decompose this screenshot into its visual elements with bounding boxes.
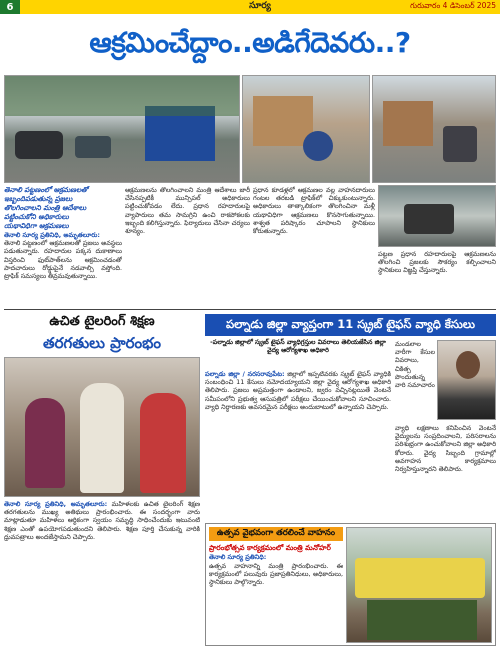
health-text: జిల్లాలో ఇప్పటివరకు స్క్రబ్ టైఫస్ వ్యాధికి సంబంధించి 11 కేసులు నమోదయ్యాయని జిల్లా వైద్య ఆరోగ్యశాఖ అధికారి తెలిపారు. ప్రజలు అప్రమత్తంగా ఉండాలని, జ్వరం వచ్చినట్లయితే వెంటనే సమీపంలోని ప్రభుత్వ ఆసుపత్రిలో పరీక్షలు చేయించుకోవాలని సూచించారు. వ్యాధి నిర్ధారణకు అవసరమైన పరీక్షలు అందుబాటులో ఉన్నాయని చెప్పారు. (205, 370, 391, 411)
health-headline: పల్నాడు జిల్లా వ్యాప్తంగా 11 స్క్రబ్ టైఫస్ వ్యాధి కేసులు (205, 314, 496, 336)
training-body (4, 500, 200, 646)
health-side-text: మండలాల వారీగా కేసుల వివరాలు, చికిత్స పొందుతున్న వారి సమాచారం (395, 340, 435, 390)
training-photo (4, 357, 200, 497)
main-headline (0, 18, 500, 74)
official-portrait (437, 340, 496, 420)
health-lower-text: వ్యాధి లక్షణాలు కనిపించిన వెంటనే వైద్యులను సంప్రదించాలని, పరిసరాలను పరిశుభ్రంగా ఉంచుకోవాలని జిల్లా అధికారి కోరారు. వైద్య సిబ్బంది గ్రామాల్లో అవగాహన కార్యక్రమాలు నిర్వహిస్తున్నారని తెలిపారు. (395, 424, 496, 474)
kicker-line-1: తెనాలి పట్టణంలో ఆక్రమణలతో (4, 186, 88, 194)
health-body (205, 370, 391, 520)
section-divider (4, 309, 496, 310)
dateline: గురువారం 4 డిసెంబర్ 2025 (410, 1, 496, 10)
health-subhead: -పల్నాడు జిల్లాలో స్క్రబ్ టైఫస్ వ్యాధిగ్రస్తుల వివరాలు తెలియజేసిన జిల్లా వైద్య ఆరోగ్యశాఖ అధికారి (210, 339, 386, 354)
training-byline: తెనాలి సూర్య ప్రతినిధి, అమృతలూరు: (4, 500, 108, 508)
main-body-1: తెనాలి పట్టణంలో ఆక్రమణలతో ప్రజలు అవస్థలు పడుతున్నారు. రహదారుల పక్కన దుకాణాలు విస్తరించి ఫుట్‌పాత్‌లను ఆక్రమించడంతో పాదచారులు రోడ్డుపైనే నడవాల్సి వస్తోంది. ట్రాఫిక్ సమస్యలు తీవ్రమవుతున్నాయి. (4, 239, 122, 281)
main-story-col-1 (4, 186, 122, 306)
street-photo-2 (242, 75, 370, 183)
page-header-bar (0, 0, 500, 14)
festival-byline: తెనాలి సూర్య ప్రతినిధి: (209, 553, 267, 561)
health-byline: పల్నాడు జిల్లా / నరసరావుపేట: (205, 370, 285, 378)
street-photo-4 (378, 185, 496, 247)
masthead: సూర్య (249, 1, 271, 11)
training-text: మహిళలకు ఉచిత టైలరింగ్ శిక్షణ తరగతులను ముఖ్య అతిథులు ప్రారంభించారు. ఈ సందర్భంగా వారు మాట్లాడుతూ మహిళలు ఆర్థికంగా స్వయం సమృద్ధి సాధించేందుకు ఇటువంటి శిక్షణ ఎంతో ఉపయోగపడుతుందని తెలిపారు. శిక్షణ పూర్తి చేసుకున్న వారికి ధ్రువపత్రాలు అందజేస్తామని చెప్పారు. (4, 500, 200, 541)
festival-headline: ఉత్సవ వైభవంగా తరలించే వాహనం (209, 527, 343, 541)
street-photo-3 (372, 75, 496, 183)
main-byline: తెనాలి సూర్య ప్రతినిధి, అమృతలూరు: (4, 231, 100, 239)
kicker-line-2: ఇబ్బందిపడుతున్న ప్రజలు (4, 195, 73, 203)
festival-photo (346, 527, 492, 643)
main-headline-text: ఆక్రమించేద్దాం..అడిగేదెవరు..? (89, 26, 411, 59)
festival-body: ఉత్సవ వాహనాన్ని మంత్రి ప్రారంభించారు. ఈ కార్యక్రమంలో పలువురు ప్రజాప్రతినిధులు, అధికారులు, స్థానికులు పాల్గొన్నారు. (209, 562, 343, 587)
kicker-line-4: పట్టించుకోని అధికారులు (4, 213, 69, 221)
street-photo-1 (4, 75, 240, 183)
kicker-line-5: యథావిధిగా ఆక్రమణలు (4, 222, 69, 230)
main-story-col-3: ప్రధాన కూడళ్లలో ఆక్రమణల వల్ల వాహనదారులు గంటల తరబడి ట్రాఫిక్‌లో చిక్కుకుంటున్నారు. అధికారులు తాత్కాలికంగా తొలగించినా మళ్లీ యథావిధిగా ఆక్రమణలు కొనసాగుతున్నాయి. శాశ్వత పరిష్కారం చూపాలని స్థానికులు కోరుతున్నారు. (253, 186, 375, 236)
kicker-line-3: తొలగించాలని మంత్రి ఆదేశాలు (4, 204, 87, 212)
festival-subhead: ప్రారంభోత్సవ కార్యక్రమంలో మంత్రి మనోహర్ (209, 543, 331, 552)
main-story-col-4: పట్టణ ప్రధాన రహదారులపై ఆక్రమణలను తొలగించి ప్రజలకు సౌకర్యం కల్పించాలని స్థానికులు విజ్ఞప్తి చేస్తున్నారు. (378, 250, 496, 275)
training-headline-line-2: తరగతులు ప్రారంభం (42, 334, 162, 352)
training-headline-line-1: ఉచిత టైలరింగ్ శిక్షణ (49, 314, 155, 329)
main-story-col-2: ఆక్రమణలను తొలగించాలని మంత్రి ఆదేశాలు జారీ చేసినప్పటికీ మున్సిపల్ అధికారులు పట్టించుకోవడం లేదు. ప్రధాన రహదారులపై వ్యాపారులు తమ సామగ్రిని ఉంచి రాకపోకలకు ఇబ్బంది కలిగిస్తున్నారు. ఫిర్యాదులు చేసినా చర్యలు శూన్యం. (125, 186, 250, 236)
training-headline (4, 314, 200, 356)
page-number: 6 (0, 0, 20, 14)
